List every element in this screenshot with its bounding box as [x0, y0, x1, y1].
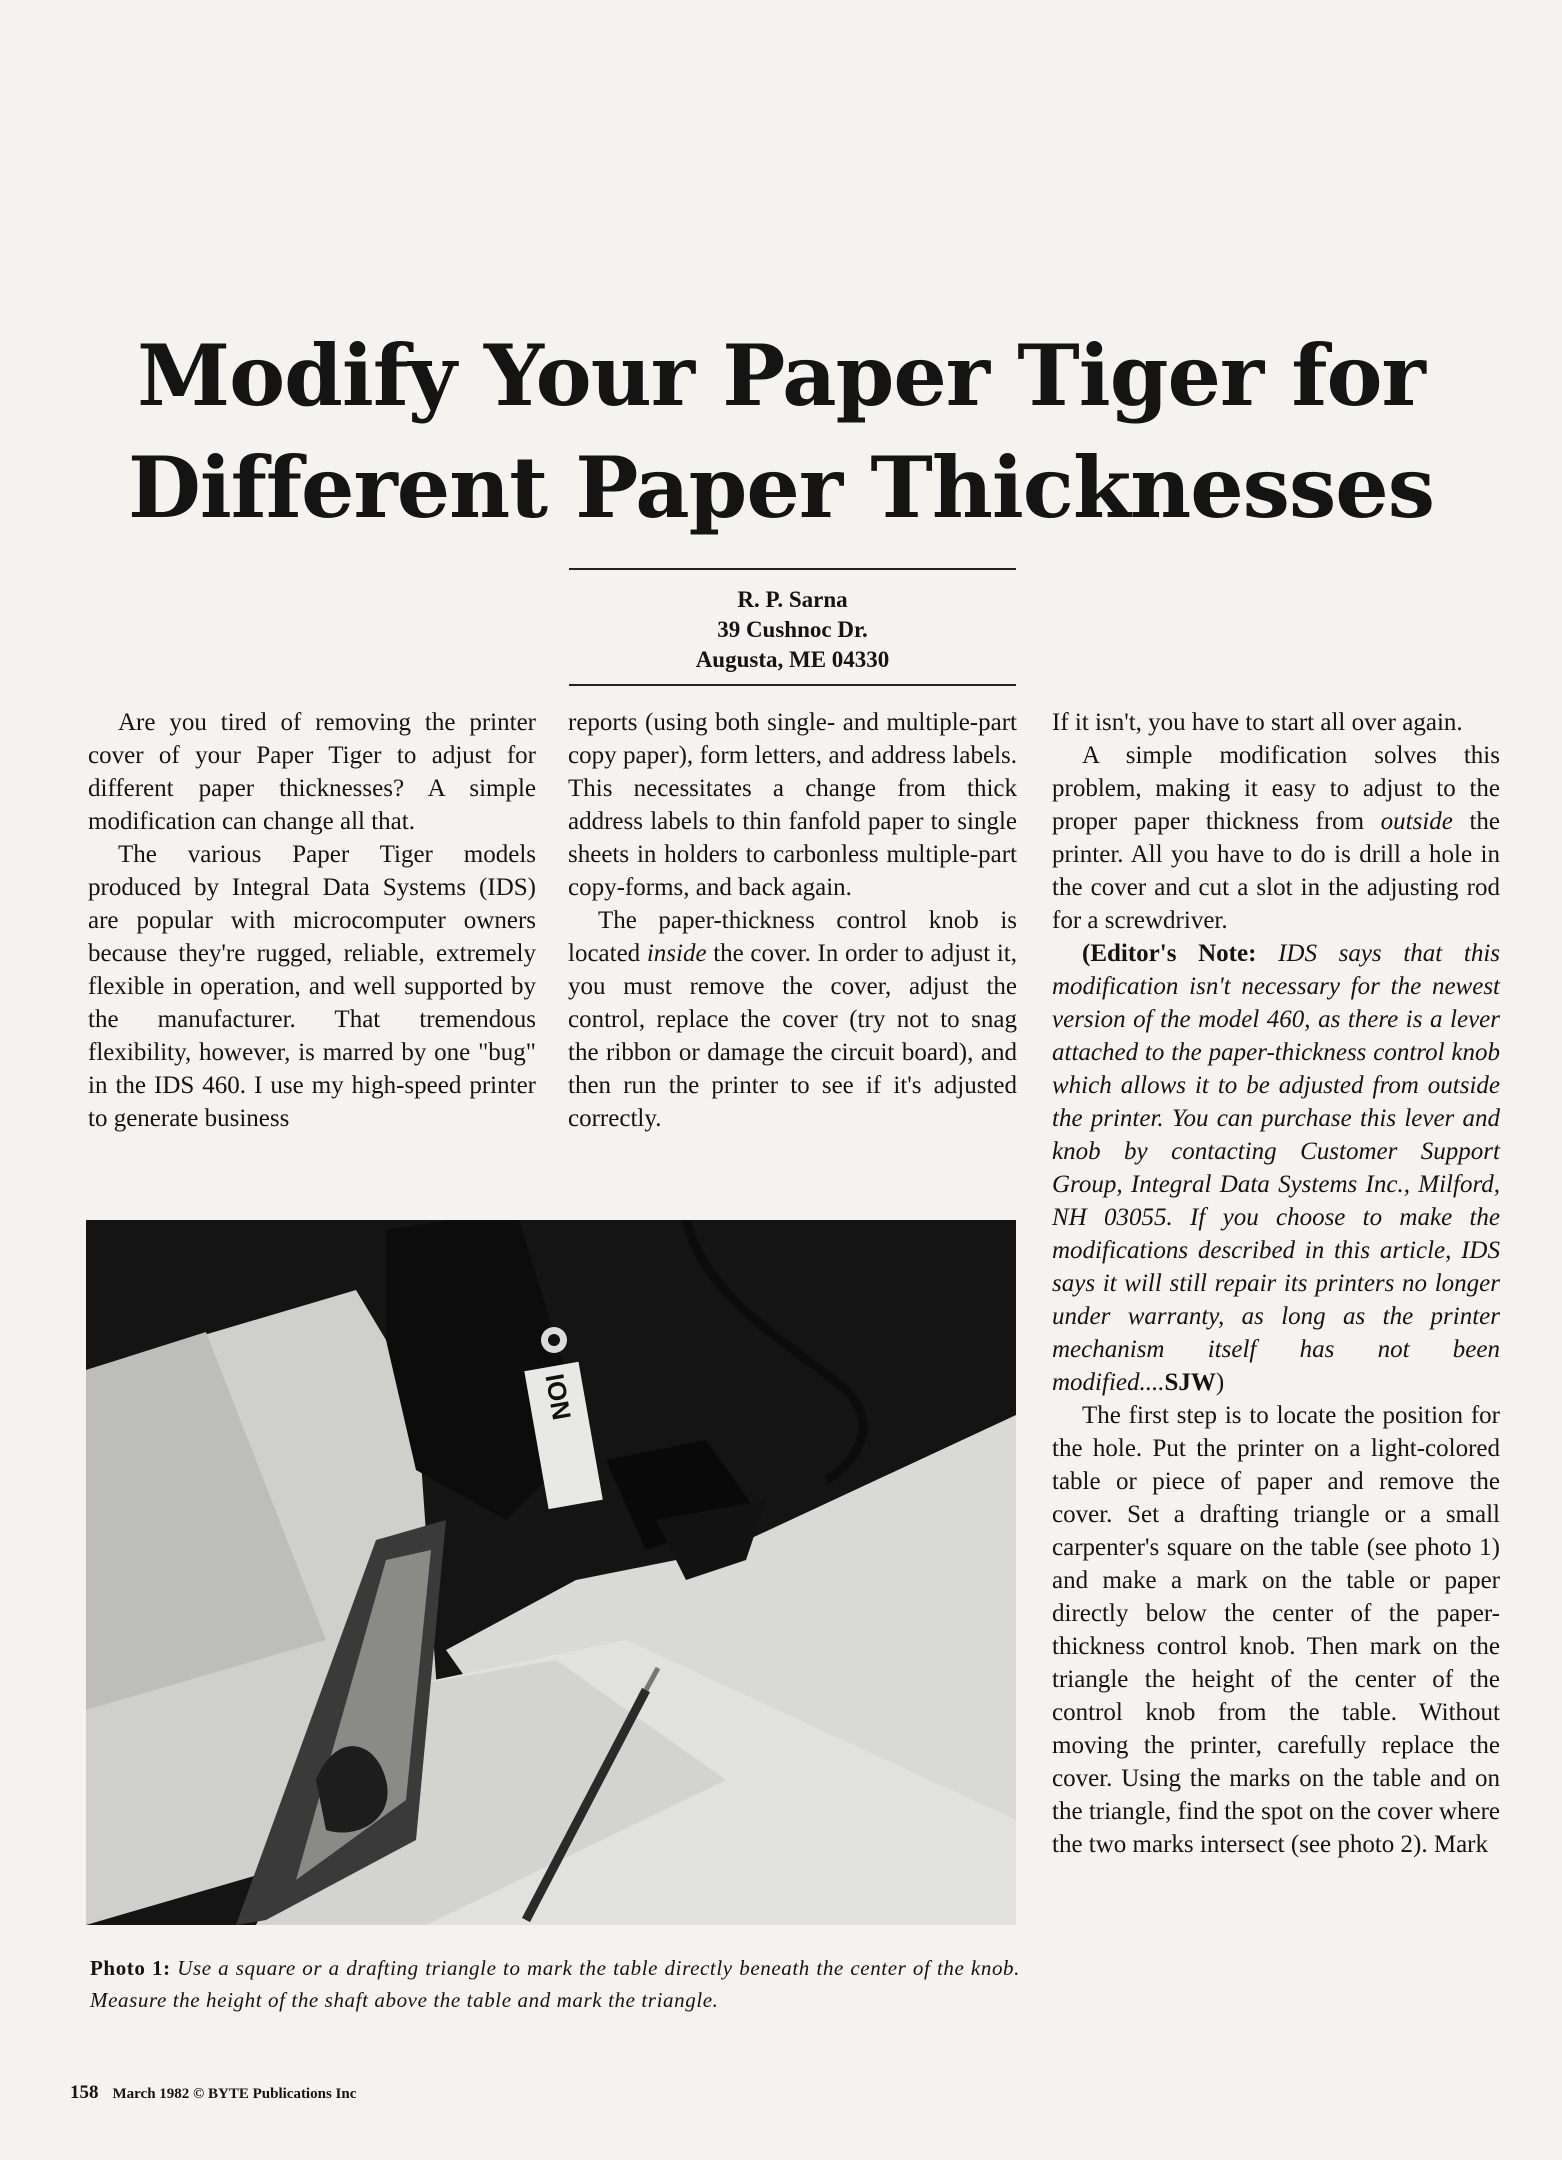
editors-note-text: IDS says that this modification isn't necessary for the newest version of the model 460, as there is a lever attached to the paper-thickness control knob which allows it to be adjusted from outside the printer. You can purchase this lever and knob by contacting Customer Support Group, Integral Data Systems Inc., Milford, NH 03055. If you choose to make the modifications described in this article, IDS says it will still repair its printers no longer under warranty, as long as the printer mechanism itself has not been modified.... — [1052, 940, 1500, 1396]
text-column-1 — [88, 706, 536, 1135]
publication-credit: March 1982 © BYTE Publications Inc — [112, 2086, 357, 2102]
text-run: the printer. All you have to do is drill a hole in the cover and cut a slot in the adjusting rod for a screwdriver. — [1052, 808, 1500, 934]
editors-note — [1052, 937, 1500, 1399]
paragraph: reports (using both single- and multiple-part copy paper), form letters, and address labels. This necessitates a change from thick address labels to thin fanfold paper to single sheets in holders to carbonless multiple-part copy-forms, and back again. — [568, 709, 1017, 901]
photo-1 — [86, 1220, 1016, 1925]
photo-1-illustration — [86, 1220, 1016, 1925]
paragraph: The various Paper Tiger models produced by Integral Data Systems (IDS) are popular with microcomputer owners because they're rugged, reliable, extremely flexible in operation, and well supported by the manufacturer. That tremendous flexibility, however, is marred by one "bug" in the IDS 460. I use my high-speed printer to generate business — [88, 841, 536, 1132]
caption-text: Use a square or a drafting triangle to mark the table directly beneath the center of the knob. Measure the height of the shaft above the table and mark the triangle. — [90, 1956, 1020, 2012]
paragraph — [568, 904, 1017, 1135]
author-street: 39 Cushnoc Dr. — [717, 617, 868, 642]
text-column-3 — [1052, 706, 1500, 1861]
caption-label: Photo 1: — [90, 1956, 171, 1980]
author-name: R. P. Sarna — [737, 587, 848, 612]
paragraph — [1052, 739, 1500, 937]
paragraph: If it isn't, you have to start all over again. — [1052, 709, 1463, 736]
editors-note-label: (Editor's Note: — [1082, 940, 1257, 967]
author-city: Augusta, ME 04330 — [695, 647, 890, 672]
text-column-2 — [568, 706, 1017, 1135]
text-run: The paper-thickness control knob is located — [568, 907, 1017, 967]
text-run: A simple modification solves this problem, making it easy to adjust to the proper paper thickness from — [1052, 742, 1500, 835]
title-line-1: Modify Your Paper Tiger for — [137, 326, 1425, 425]
emphasis: inside — [646, 940, 707, 967]
paragraph: The first step is to locate the position for the hole. Put the printer on a light-colored table or piece of paper and remove the cover. Set a drafting triangle or a small carpenter's square on the table (see photo 1) and make a mark on the table or paper directly below the center of the paper-thickness control knob. Then mark on the triangle the height of the center of the control knob from the table. Without moving the printer, carefully replace the cover. Using the marks on the table and on the triangle, find the spot on the cover where the two marks intersect (see photo 2). Mark — [1052, 1402, 1500, 1858]
page-number: 158 — [70, 2082, 99, 2103]
photo-caption — [90, 1952, 1020, 2016]
text-run: ) — [1215, 1369, 1225, 1396]
printer-label-text: ION — [539, 1371, 578, 1423]
emphasis: outside — [1380, 808, 1453, 835]
text-run: the cover. In order to adjust it, you must remove the cover, adjust the control, replace the cover (try not to snag the ribbon or damage the circuit board), and then run the printer to see if it's adjusted correctly. — [568, 940, 1017, 1132]
title-line-2: Different Paper Thicknesses — [128, 438, 1434, 537]
editors-note-signature: SJW — [1164, 1369, 1216, 1396]
author-byline — [569, 568, 1016, 686]
article-title — [60, 320, 1502, 544]
page-footer — [70, 2082, 356, 2104]
paragraph: Are you tired of removing the printer cover of your Paper Tiger to adjust for different paper thicknesses? A simple modification can change all that. — [88, 709, 536, 835]
